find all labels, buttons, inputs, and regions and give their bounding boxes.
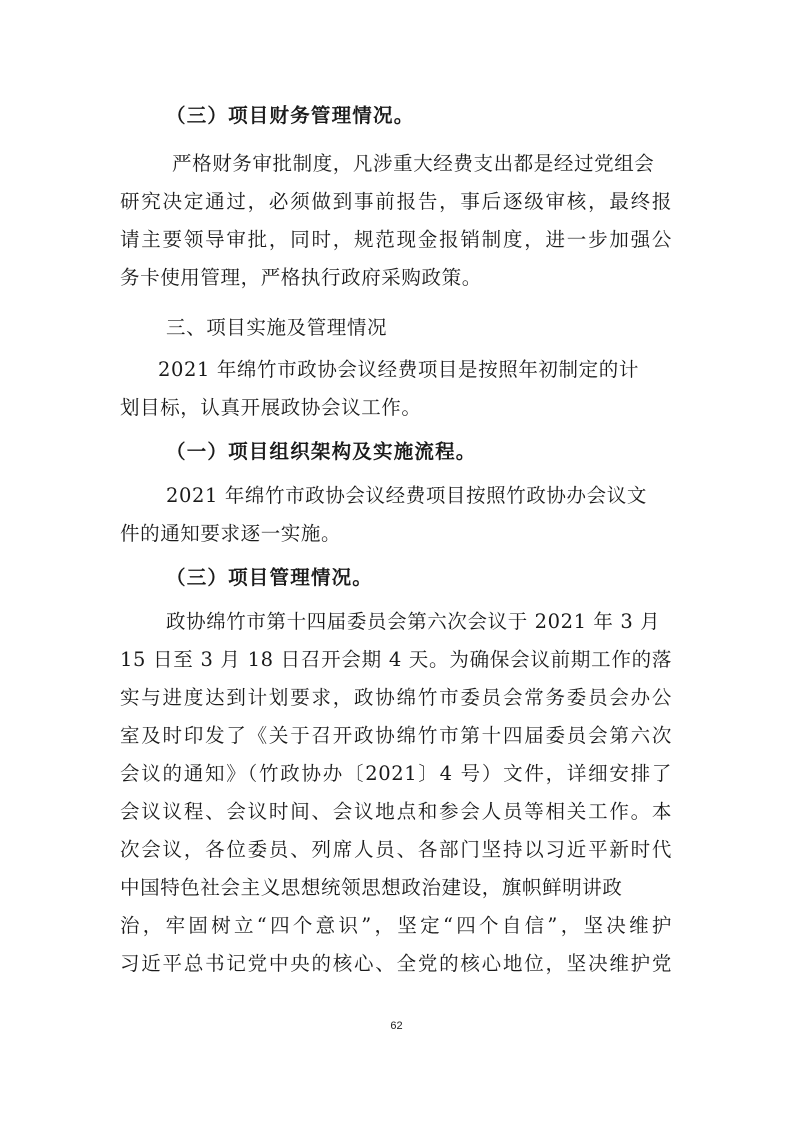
section-heading-implementation: 三、项目实施及管理情况: [166, 316, 388, 339]
paragraph-line: 政协绵竹市第十四届委员会第六次会议于 2021 年 3 月: [166, 610, 661, 633]
section-heading-finance: （三）项目财务管理情况。: [166, 104, 415, 127]
subsection-heading-organization: （一）项目组织架构及实施流程。: [166, 440, 477, 463]
paragraph-line: 2021 年绵竹市政协会议经费项目按照竹政协办会议文: [166, 484, 647, 507]
paragraph-line: 习近平总书记党中央的核心、全党的核心地位，坚决维护党: [120, 952, 672, 975]
paragraph-line: 严格财务审批制度，凡涉重大经费支出都是经过党组会: [172, 152, 655, 175]
paragraph-line: 务卡使用管理，严格执行政府采购政策。: [120, 266, 482, 289]
paragraph-line: 中国特色社会主义思想统领思想政治建设，旗帜鲜明讲政: [120, 876, 623, 899]
page-number: 62: [390, 1020, 403, 1032]
paragraph-line: 实与进度达到计划要求，政协绵竹市委员会常务委员会办公: [120, 686, 672, 709]
subsection-heading-management: （三）项目管理情况。: [166, 566, 374, 589]
paragraph-line: 请主要领导审批，同时，规范现金报销制度，进一步加强公: [120, 228, 672, 251]
paragraph-line: 研究决定通过，必须做到事前报告，事后逐级审核，最终报: [120, 190, 672, 213]
paragraph-line: 会议议程、会议时间、会议地点和参会人员等相关工作。本: [120, 800, 672, 823]
paragraph-line: 室及时印发了《关于召开政协绵竹市第十四届委员会第六次: [120, 724, 672, 747]
paragraph-line: 次会议，各位委员、列席人员、各部门坚持以习近平新时代: [120, 838, 672, 861]
paragraph-line: 会议的通知》（竹政协办〔2021〕4 号）文件，详细安排了: [120, 762, 672, 785]
paragraph-line: 件的通知要求逐一实施。: [120, 522, 342, 545]
paragraph-line: 划目标，认真开展政协会议工作。: [120, 396, 422, 419]
paragraph-line: 治，牢固树立“四个意识”，坚定“四个自信”，坚决维护: [120, 914, 672, 937]
paragraph-line: 2021 年绵竹市政协会议经费项目是按照年初制定的计: [158, 358, 639, 381]
paragraph-line: 15 日至 3 月 18 日召开会期 4 天。为确保会议前期工作的落: [120, 648, 672, 671]
